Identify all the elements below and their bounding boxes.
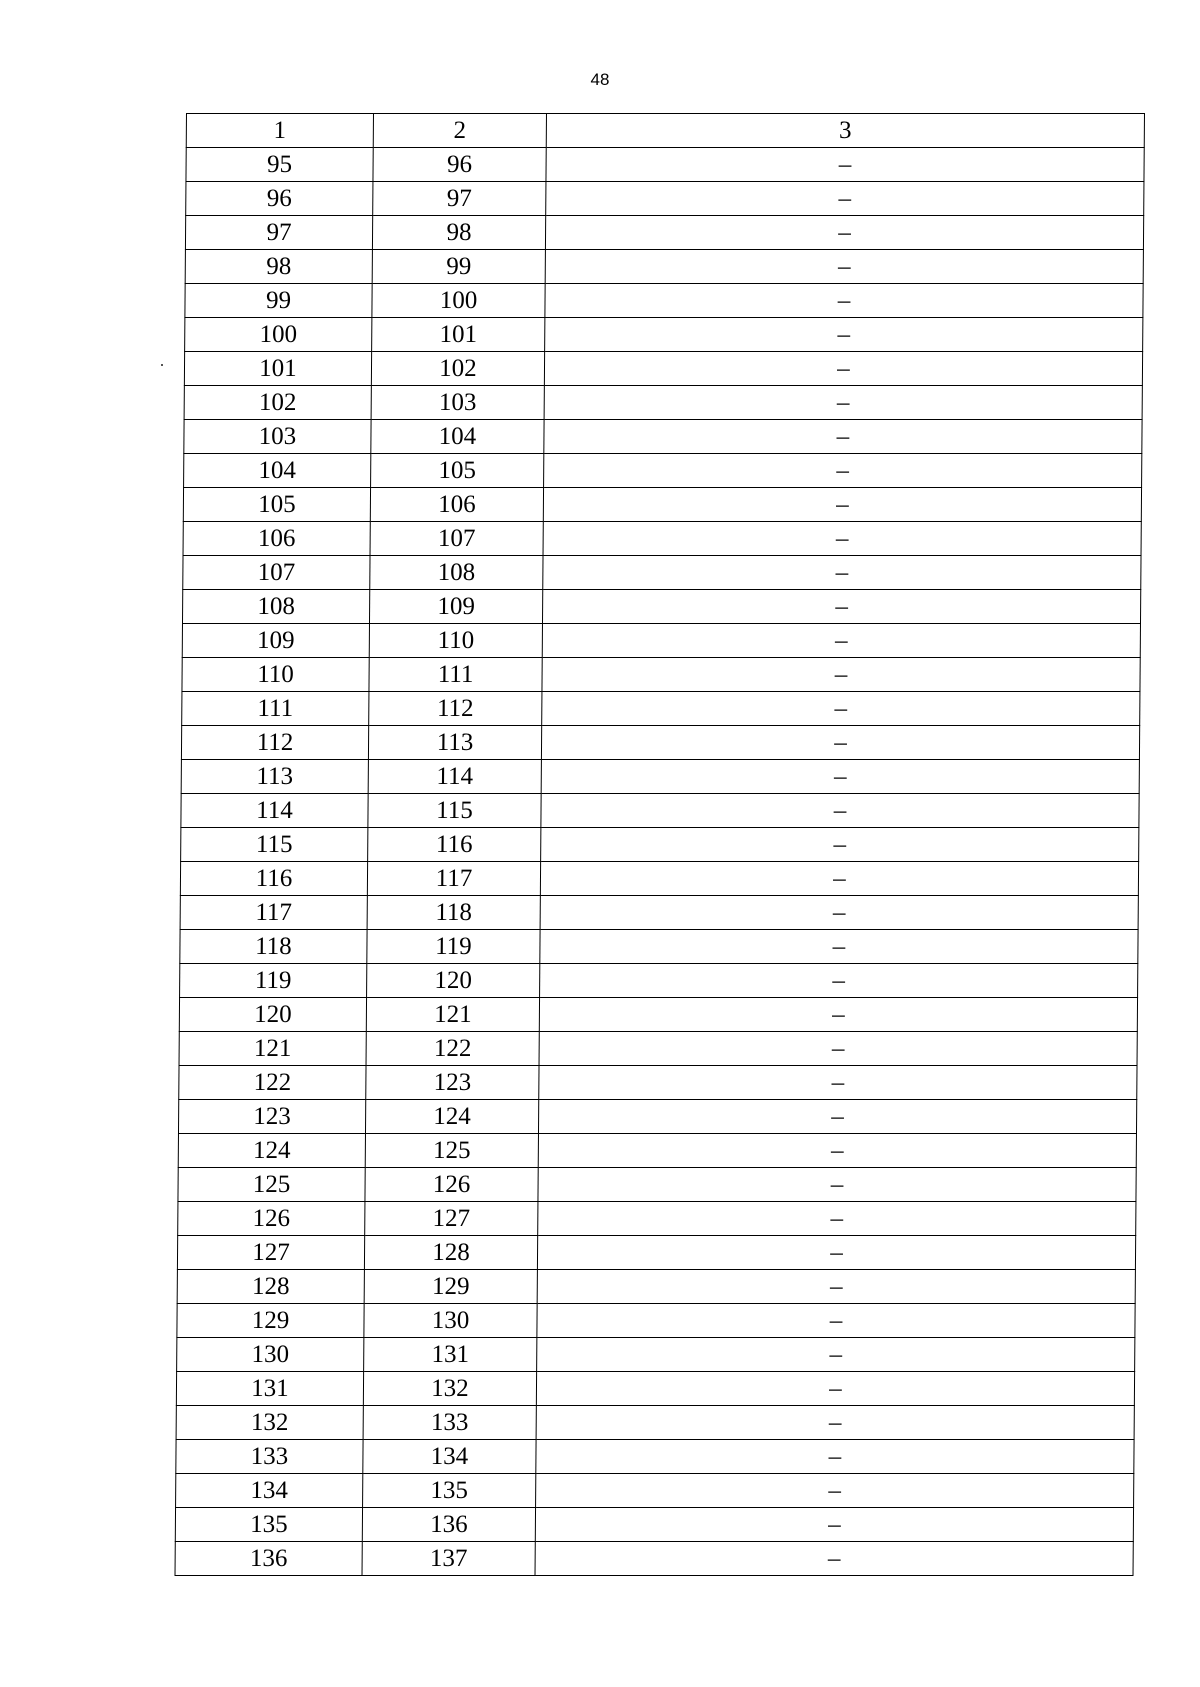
table-row bbox=[175, 1542, 1133, 1576]
table-row bbox=[184, 386, 1142, 420]
scan-speck bbox=[161, 364, 163, 366]
table-row bbox=[180, 862, 1138, 896]
table-cell-col-1: 117 bbox=[180, 896, 367, 930]
table-cell-col-3: – bbox=[545, 318, 1143, 352]
table-cell-col-3: – bbox=[536, 1406, 1134, 1440]
table-cell-col-2: 104 bbox=[371, 420, 544, 454]
table-cell-col-1: 136 bbox=[175, 1542, 362, 1576]
table-row bbox=[184, 454, 1142, 488]
table-row bbox=[182, 658, 1140, 692]
table-cell-col-3: – bbox=[544, 454, 1142, 488]
table-cell-col-1: 113 bbox=[181, 760, 368, 794]
table-row bbox=[176, 1474, 1134, 1508]
table-cell-col-1: 133 bbox=[176, 1440, 363, 1474]
table-cell-col-3: – bbox=[545, 250, 1143, 284]
table-cell-col-1: 103 bbox=[184, 420, 371, 454]
table-cell-col-1: 116 bbox=[180, 862, 367, 896]
table-cell-col-3: – bbox=[539, 1066, 1137, 1100]
table-cell-col-1: 102 bbox=[184, 386, 371, 420]
table-row bbox=[185, 216, 1143, 250]
table-cell-col-2: 135 bbox=[363, 1474, 536, 1508]
table-row bbox=[182, 590, 1140, 624]
table-cell-col-3: – bbox=[542, 590, 1140, 624]
table-cell-col-2: 120 bbox=[367, 964, 540, 998]
table-cell-col-3: – bbox=[540, 930, 1138, 964]
table-row bbox=[178, 1202, 1136, 1236]
table-cell-col-2: 112 bbox=[369, 692, 542, 726]
table-cell-col-1: 123 bbox=[178, 1100, 365, 1134]
table-cell-col-3: – bbox=[537, 1304, 1135, 1338]
table-row bbox=[183, 556, 1141, 590]
table-cell-col-1: 130 bbox=[177, 1338, 364, 1372]
table-cell-col-2: 114 bbox=[368, 760, 541, 794]
table-cell-col-3: – bbox=[545, 216, 1143, 250]
table-cell-col-3: – bbox=[542, 624, 1140, 658]
table-cell-col-1: 104 bbox=[184, 454, 371, 488]
table-cell-col-1: 128 bbox=[177, 1270, 364, 1304]
table-row bbox=[175, 1508, 1133, 1542]
table-cell-col-1: 99 bbox=[185, 284, 372, 318]
table-cell-col-3: – bbox=[540, 862, 1138, 896]
table-cell-col-2: 125 bbox=[365, 1134, 538, 1168]
table-cell-col-1: 106 bbox=[183, 522, 370, 556]
table-cell-col-1: 114 bbox=[181, 794, 368, 828]
table-cell-col-2: 97 bbox=[373, 182, 546, 216]
table-cell-col-1: 98 bbox=[185, 250, 372, 284]
table-cell-col-1: 127 bbox=[177, 1236, 364, 1270]
table-cell-col-2: 124 bbox=[365, 1100, 538, 1134]
table-cell-col-1: 121 bbox=[179, 1032, 366, 1066]
table-cell-col-3: – bbox=[538, 1134, 1136, 1168]
table-row bbox=[179, 998, 1137, 1032]
table-cell-col-2: 96 bbox=[373, 148, 546, 182]
table-cell-col-3: – bbox=[546, 148, 1144, 182]
table-row bbox=[183, 488, 1141, 522]
table-cell-col-3: – bbox=[537, 1236, 1135, 1270]
table-cell-col-2: 134 bbox=[363, 1440, 536, 1474]
table-cell-col-2: 115 bbox=[368, 794, 541, 828]
table-cell-col-2: 127 bbox=[365, 1202, 538, 1236]
table-cell-col-2: 99 bbox=[372, 250, 545, 284]
table-cell-col-3: – bbox=[546, 182, 1144, 216]
table-cell-col-3: – bbox=[540, 964, 1138, 998]
table-cell-col-3: – bbox=[542, 658, 1140, 692]
table-row bbox=[178, 1168, 1136, 1202]
table-row bbox=[176, 1440, 1134, 1474]
table-cell-col-2: 98 bbox=[372, 216, 545, 250]
table-cell-col-2: 110 bbox=[369, 624, 542, 658]
header-cell-col-1: 1 bbox=[186, 114, 373, 148]
table-cell-col-2: 103 bbox=[371, 386, 544, 420]
table-cell-col-2: 102 bbox=[371, 352, 544, 386]
table-cell-col-3: – bbox=[536, 1474, 1134, 1508]
table-cell-col-1: 105 bbox=[183, 488, 370, 522]
table-body bbox=[175, 148, 1144, 1576]
table-row bbox=[181, 726, 1139, 760]
table-cell-col-2: 132 bbox=[363, 1372, 536, 1406]
header-cell-col-3: 3 bbox=[546, 114, 1144, 148]
table-row bbox=[181, 794, 1139, 828]
table-cell-col-3: – bbox=[536, 1372, 1134, 1406]
table-cell-col-1: 120 bbox=[179, 998, 366, 1032]
table-cell-col-3: – bbox=[543, 488, 1141, 522]
table-cell-col-2: 136 bbox=[362, 1508, 535, 1542]
table-header-row bbox=[186, 114, 1144, 148]
table-row bbox=[180, 896, 1138, 930]
table-cell-col-1: 132 bbox=[176, 1406, 363, 1440]
table-cell-col-3: – bbox=[536, 1440, 1134, 1474]
table-cell-col-1: 111 bbox=[182, 692, 369, 726]
table-cell-col-3: – bbox=[545, 284, 1143, 318]
table-cell-col-1: 126 bbox=[178, 1202, 365, 1236]
table-cell-col-3: – bbox=[544, 420, 1142, 454]
table-row bbox=[181, 828, 1139, 862]
table-cell-col-2: 137 bbox=[362, 1542, 535, 1576]
table-cell-col-2: 119 bbox=[367, 930, 540, 964]
table-cell-col-2: 122 bbox=[366, 1032, 539, 1066]
table-cell-col-1: 95 bbox=[186, 148, 373, 182]
table-cell-col-2: 100 bbox=[372, 284, 545, 318]
table-cell-col-1: 107 bbox=[183, 556, 370, 590]
table-row bbox=[177, 1270, 1135, 1304]
table-cell-col-1: 131 bbox=[176, 1372, 363, 1406]
table-cell-col-3: – bbox=[538, 1100, 1136, 1134]
table-cell-col-2: 116 bbox=[368, 828, 541, 862]
table-cell-col-1: 115 bbox=[181, 828, 368, 862]
table-cell-col-2: 117 bbox=[367, 862, 540, 896]
table-cell-col-1: 124 bbox=[178, 1134, 365, 1168]
table-cell-col-3: – bbox=[544, 386, 1142, 420]
page-number: 48 bbox=[590, 70, 610, 89]
table-cell-col-3: – bbox=[539, 998, 1137, 1032]
table-cell-col-2: 130 bbox=[364, 1304, 537, 1338]
table-cell-col-1: 118 bbox=[180, 930, 367, 964]
table-cell-col-2: 113 bbox=[368, 726, 541, 760]
table-row bbox=[177, 1236, 1135, 1270]
table-row bbox=[181, 760, 1139, 794]
table-cell-col-3: – bbox=[541, 828, 1139, 862]
table-row bbox=[183, 522, 1141, 556]
table-cell-col-2: 123 bbox=[366, 1066, 539, 1100]
table-row bbox=[186, 148, 1144, 182]
table-cell-col-3: – bbox=[543, 522, 1141, 556]
table-cell-col-3: – bbox=[541, 726, 1139, 760]
data-table bbox=[175, 113, 1145, 1576]
table-cell-col-1: 125 bbox=[178, 1168, 365, 1202]
table-row bbox=[184, 352, 1142, 386]
table-cell-col-2: 105 bbox=[371, 454, 544, 488]
table-cell-col-2: 121 bbox=[366, 998, 539, 1032]
table-cell-col-3: – bbox=[537, 1270, 1135, 1304]
table-cell-col-2: 101 bbox=[372, 318, 545, 352]
table-cell-col-2: 108 bbox=[370, 556, 543, 590]
table-row bbox=[186, 182, 1144, 216]
table-cell-col-3: – bbox=[535, 1542, 1133, 1576]
table-cell-col-3: – bbox=[544, 352, 1142, 386]
table-row bbox=[182, 624, 1140, 658]
table-cell-col-1: 96 bbox=[186, 182, 373, 216]
table-cell-col-2: 126 bbox=[365, 1168, 538, 1202]
table-cell-col-1: 109 bbox=[182, 624, 369, 658]
table-cell-col-1: 112 bbox=[181, 726, 368, 760]
table-cell-col-3: – bbox=[541, 794, 1139, 828]
table-cell-col-3: – bbox=[537, 1338, 1135, 1372]
table-cell-col-1: 108 bbox=[182, 590, 369, 624]
table-cell-col-2: 106 bbox=[370, 488, 543, 522]
table-row bbox=[178, 1134, 1136, 1168]
table-cell-col-3: – bbox=[539, 1032, 1137, 1066]
table-row bbox=[180, 930, 1138, 964]
table-row bbox=[177, 1338, 1135, 1372]
table-cell-col-1: 97 bbox=[185, 216, 372, 250]
table-cell-col-3: – bbox=[540, 896, 1138, 930]
table-row bbox=[178, 1100, 1136, 1134]
table-row bbox=[185, 284, 1143, 318]
table-row bbox=[185, 250, 1143, 284]
table-row bbox=[179, 1032, 1137, 1066]
table-cell-col-2: 107 bbox=[370, 522, 543, 556]
table-row bbox=[179, 1066, 1137, 1100]
table-row bbox=[185, 318, 1143, 352]
table-cell-col-3: – bbox=[535, 1508, 1133, 1542]
table-cell-col-3: – bbox=[543, 556, 1141, 590]
table-cell-col-3: – bbox=[538, 1202, 1136, 1236]
table-cell-col-2: 133 bbox=[363, 1406, 536, 1440]
table-cell-col-1: 100 bbox=[185, 318, 372, 352]
table-cell-col-2: 118 bbox=[367, 896, 540, 930]
table-cell-col-1: 134 bbox=[176, 1474, 363, 1508]
table-cell-col-2: 131 bbox=[364, 1338, 537, 1372]
table-cell-col-1: 129 bbox=[177, 1304, 364, 1338]
table-cell-col-1: 110 bbox=[182, 658, 369, 692]
table-cell-col-1: 119 bbox=[180, 964, 367, 998]
table-row bbox=[176, 1406, 1134, 1440]
table-row bbox=[180, 964, 1138, 998]
table-cell-col-2: 111 bbox=[369, 658, 542, 692]
table-row bbox=[182, 692, 1140, 726]
table-cell-col-3: – bbox=[541, 760, 1139, 794]
table-cell-col-2: 109 bbox=[369, 590, 542, 624]
table-row bbox=[177, 1304, 1135, 1338]
table-cell-col-1: 101 bbox=[184, 352, 371, 386]
table-cell-col-2: 129 bbox=[364, 1270, 537, 1304]
table-cell-col-1: 135 bbox=[175, 1508, 362, 1542]
table-cell-col-2: 128 bbox=[364, 1236, 537, 1270]
table-row bbox=[184, 420, 1142, 454]
header-cell-col-2: 2 bbox=[373, 114, 546, 148]
table-cell-col-1: 122 bbox=[179, 1066, 366, 1100]
table-row bbox=[176, 1372, 1134, 1406]
table-cell-col-3: – bbox=[542, 692, 1140, 726]
table-cell-col-3: – bbox=[538, 1168, 1136, 1202]
